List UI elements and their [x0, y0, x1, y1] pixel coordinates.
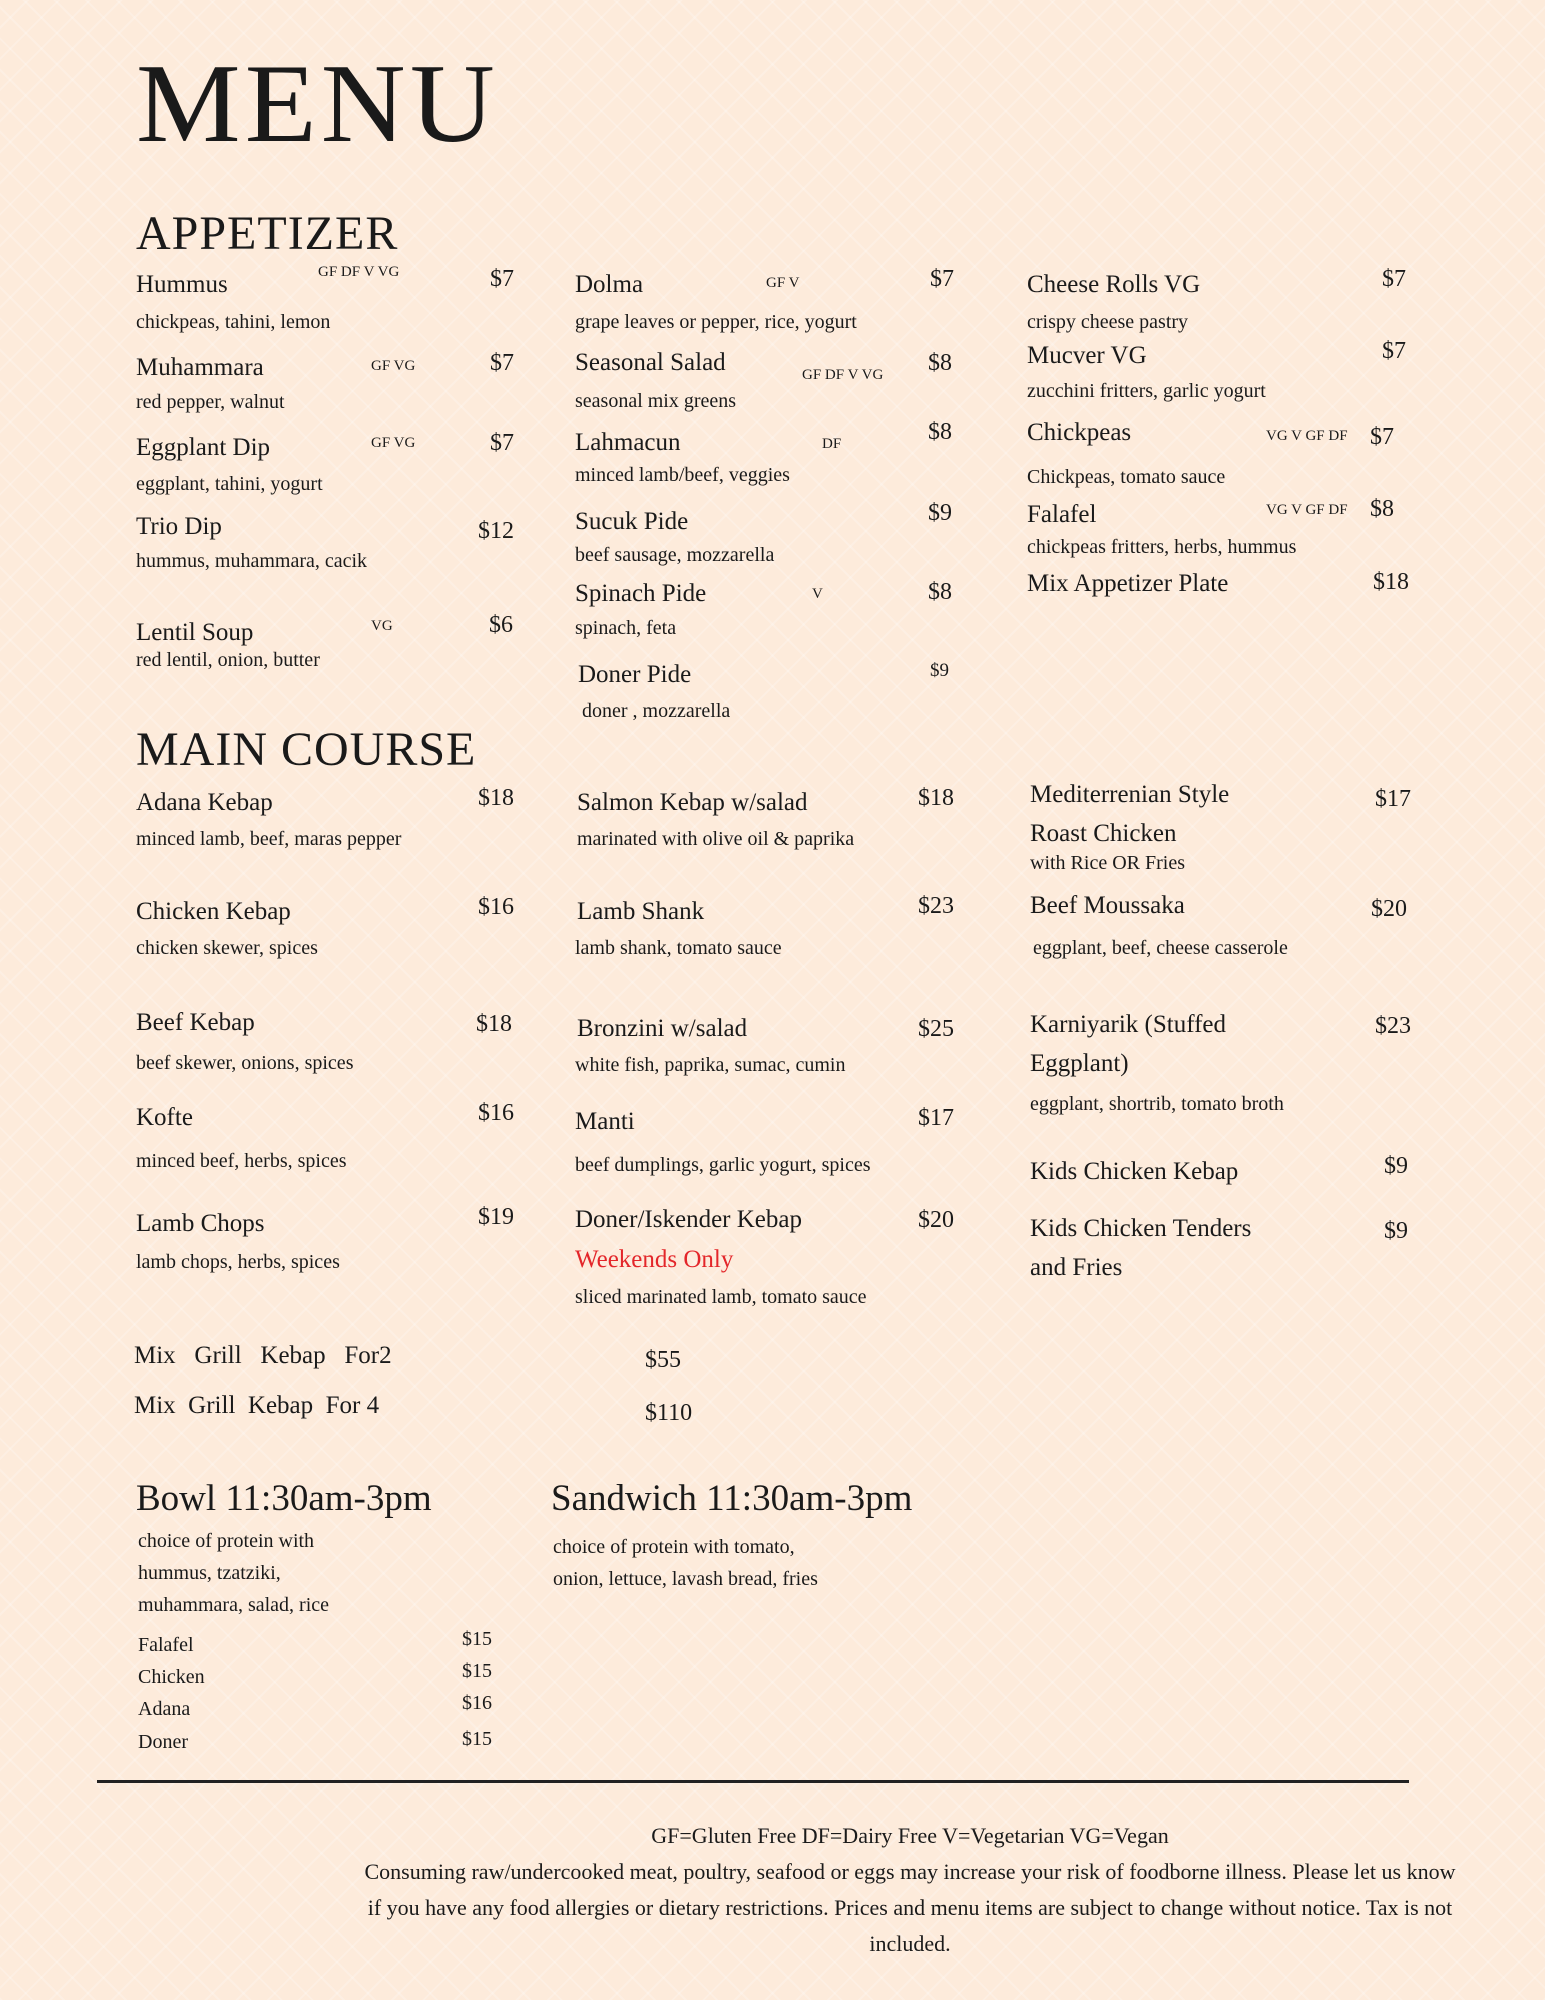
- item-price: $7: [1370, 424, 1394, 450]
- bowl-item-name: Falafel: [138, 1634, 194, 1656]
- item-price: $8: [928, 419, 952, 445]
- item-price: $18: [478, 785, 514, 811]
- item-price: $8: [928, 579, 952, 605]
- item-desc: Chickpeas, tomato sauce: [1027, 466, 1226, 488]
- item-desc: beef dumplings, garlic yogurt, spices: [575, 1154, 871, 1176]
- bowl-item-name: Adana: [138, 1698, 191, 1720]
- item-desc: eggplant, beef, cheese casserole: [1033, 937, 1288, 959]
- item-name: Eggplant Dip: [136, 434, 271, 461]
- item-price: $7: [1382, 266, 1406, 292]
- item-price: $55: [645, 1347, 681, 1373]
- item-name: Sucuk Pide: [575, 508, 689, 535]
- item-name: Doner Pide: [578, 661, 692, 688]
- diet-tags: GF DF V VG: [318, 264, 400, 280]
- diet-tags: GF VG: [371, 435, 416, 451]
- item-desc: eggplant, shortrib, tomato broth: [1030, 1093, 1284, 1115]
- bowl-item-name: Chicken: [138, 1666, 205, 1688]
- item-price: $23: [1375, 1013, 1411, 1039]
- item-price: $9: [1384, 1218, 1408, 1244]
- item-name: Kids Chicken Tenders: [1030, 1215, 1252, 1242]
- item-name: Karniyarik (Stuffed: [1030, 1011, 1227, 1038]
- weekends-only-note: Weekends Only: [575, 1246, 734, 1273]
- diet-tags: DF: [822, 436, 842, 452]
- diet-legend: GF=Gluten Free DF=Dairy Free V=Vegetarian VG=Vegan: [651, 1823, 1169, 1848]
- diet-tags: GF DF V VG: [802, 367, 884, 383]
- item-name: Lentil Soup: [136, 619, 254, 646]
- item-price: $7: [1382, 338, 1406, 364]
- diet-tags: GF V: [766, 275, 800, 291]
- item-price: $9: [930, 660, 949, 681]
- item-desc: minced lamb/beef, veggies: [575, 464, 790, 486]
- item-price: $17: [1375, 786, 1411, 812]
- bowl-item-name: Doner: [138, 1731, 188, 1753]
- sandwich-desc-line: choice of protein with tomato,: [553, 1536, 795, 1558]
- item-name: Mucver VG: [1027, 342, 1147, 369]
- item-price: $23: [918, 893, 954, 919]
- item-desc: beef sausage, mozzarella: [575, 544, 775, 566]
- item-name: Seasonal Salad: [575, 349, 726, 376]
- bowl-desc-line: muhammara, salad, rice: [138, 1594, 330, 1616]
- item-desc: grape leaves or pepper, rice, yogurt: [575, 311, 857, 333]
- footer: [360, 1818, 1460, 1962]
- item-name-line2: and Fries: [1030, 1254, 1123, 1281]
- item-name: Manti: [575, 1108, 635, 1135]
- item-desc: beef skewer, onions, spices: [136, 1052, 354, 1074]
- item-name: Hummus: [136, 271, 228, 298]
- item-name: Mix Grill Kebap For 4: [134, 1392, 380, 1419]
- item-desc: hummus, muhammara, cacik: [136, 550, 368, 572]
- sandwich-desc-line: onion, lettuce, lavash bread, fries: [553, 1568, 818, 1590]
- item-desc: chicken skewer, spices: [136, 937, 318, 959]
- item-price: $17: [918, 1105, 954, 1131]
- item-desc: zucchini fritters, garlic yogurt: [1027, 380, 1266, 402]
- diet-tags: VG V GF DF: [1266, 428, 1348, 444]
- item-desc: crispy cheese pastry: [1027, 311, 1189, 333]
- bowl-desc-line: hummus, tzatziki,: [138, 1562, 281, 1584]
- item-desc: white fish, paprika, sumac, cumin: [575, 1054, 846, 1076]
- item-name: Spinach Pide: [575, 580, 707, 607]
- bowl-heading: Bowl 11:30am-3pm: [136, 1478, 432, 1519]
- item-name: Trio Dip: [136, 513, 222, 540]
- item-price: $19: [478, 1204, 514, 1230]
- item-name: Muhammara: [136, 354, 264, 381]
- item-desc: seasonal mix greens: [575, 390, 737, 412]
- item-price: $18: [476, 1011, 512, 1037]
- item-price: $20: [1371, 896, 1407, 922]
- item-price: $18: [918, 785, 954, 811]
- item-price: $16: [478, 894, 514, 920]
- diet-tags: VG V GF DF: [1266, 502, 1348, 518]
- bowl-item-price: $15: [462, 1660, 492, 1682]
- item-name: Adana Kebap: [136, 789, 273, 816]
- item-price: $7: [930, 266, 954, 292]
- item-price: $12: [478, 518, 514, 544]
- item-name: Beef Moussaka: [1030, 892, 1185, 919]
- item-name: Dolma: [575, 271, 644, 298]
- item-name: Chickpeas: [1027, 419, 1132, 446]
- item-desc: red lentil, onion, butter: [136, 649, 320, 671]
- item-desc: spinach, feta: [575, 617, 677, 639]
- item-price: $6: [489, 612, 513, 638]
- item-price: $110: [645, 1400, 693, 1426]
- item-price: $20: [918, 1207, 954, 1233]
- item-price: $8: [1370, 496, 1394, 522]
- item-desc: doner , mozzarella: [582, 700, 731, 722]
- item-desc: minced beef, herbs, spices: [136, 1150, 347, 1172]
- bowl-item-price: $15: [462, 1728, 492, 1750]
- sandwich-heading: Sandwich 11:30am-3pm: [551, 1478, 913, 1519]
- item-name-line2: Eggplant): [1030, 1050, 1129, 1077]
- item-price: $16: [478, 1100, 514, 1126]
- item-name: Falafel: [1027, 501, 1097, 528]
- item-name: Mix Grill Kebap For2: [134, 1342, 392, 1369]
- item-desc: red pepper, walnut: [136, 391, 285, 413]
- item-price: $18: [1373, 569, 1409, 595]
- item-desc: sliced marinated lamb, tomato sauce: [575, 1286, 867, 1308]
- diet-tags: V: [812, 586, 823, 602]
- item-name: Lamb Chops: [136, 1210, 265, 1237]
- item-name: Cheese Rolls VG: [1027, 271, 1201, 298]
- item-name: Beef Kebap: [136, 1009, 255, 1036]
- item-name-line2: Roast Chicken: [1030, 820, 1177, 847]
- item-price: $25: [918, 1016, 954, 1042]
- item-desc: with Rice OR Fries: [1030, 852, 1185, 874]
- item-name: Doner/Iskender Kebap: [575, 1206, 802, 1233]
- diet-tags: VG: [371, 618, 393, 634]
- item-name: Lahmacun: [575, 429, 681, 456]
- item-desc: minced lamb, beef, maras pepper: [136, 828, 402, 850]
- item-desc: eggplant, tahini, yogurt: [136, 473, 323, 495]
- item-name: Kofte: [136, 1104, 193, 1131]
- item-name: Chicken Kebap: [136, 898, 291, 925]
- item-price: $7: [490, 266, 514, 292]
- item-name: Kids Chicken Kebap: [1030, 1158, 1239, 1185]
- item-desc: chickpeas, tahini, lemon: [136, 311, 331, 333]
- item-desc: lamb chops, herbs, spices: [136, 1251, 340, 1273]
- item-desc: lamb shank, tomato sauce: [575, 937, 782, 959]
- item-price: $7: [490, 350, 514, 376]
- bowl-desc-line: choice of protein with: [138, 1530, 315, 1552]
- main-course-heading: MAIN COURSE: [136, 723, 477, 776]
- item-name: Bronzini w/salad: [577, 1015, 748, 1042]
- item-name: Mix Appetizer Plate: [1027, 570, 1229, 597]
- item-price: $9: [1384, 1153, 1408, 1179]
- item-price: $9: [928, 500, 952, 526]
- item-price: $8: [928, 350, 952, 376]
- bowl-item-price: $16: [462, 1692, 492, 1714]
- item-name: Salmon Kebap w/salad: [577, 789, 808, 816]
- item-name: Mediterrenian Style: [1030, 781, 1230, 808]
- footer-divider: [97, 1780, 1409, 1783]
- item-desc: marinated with olive oil & paprika: [577, 828, 855, 850]
- allergy-notice: Consuming raw/undercooked meat, poultry, seafood or eggs may increase your risk of foodborne illness. Please let us know if you have any food allergies or dietary restrictions. Prices and menu items are subject to change without notice. Tax is not included.: [364, 1859, 1456, 1956]
- menu-title: MENU: [136, 42, 500, 166]
- diet-tags: GF VG: [371, 358, 416, 374]
- item-desc: chickpeas fritters, herbs, hummus: [1027, 536, 1297, 558]
- item-name: Lamb Shank: [577, 898, 705, 925]
- bowl-item-price: $15: [462, 1628, 492, 1650]
- item-price: $7: [490, 430, 514, 456]
- appetizer-heading: APPETIZER: [136, 207, 399, 260]
